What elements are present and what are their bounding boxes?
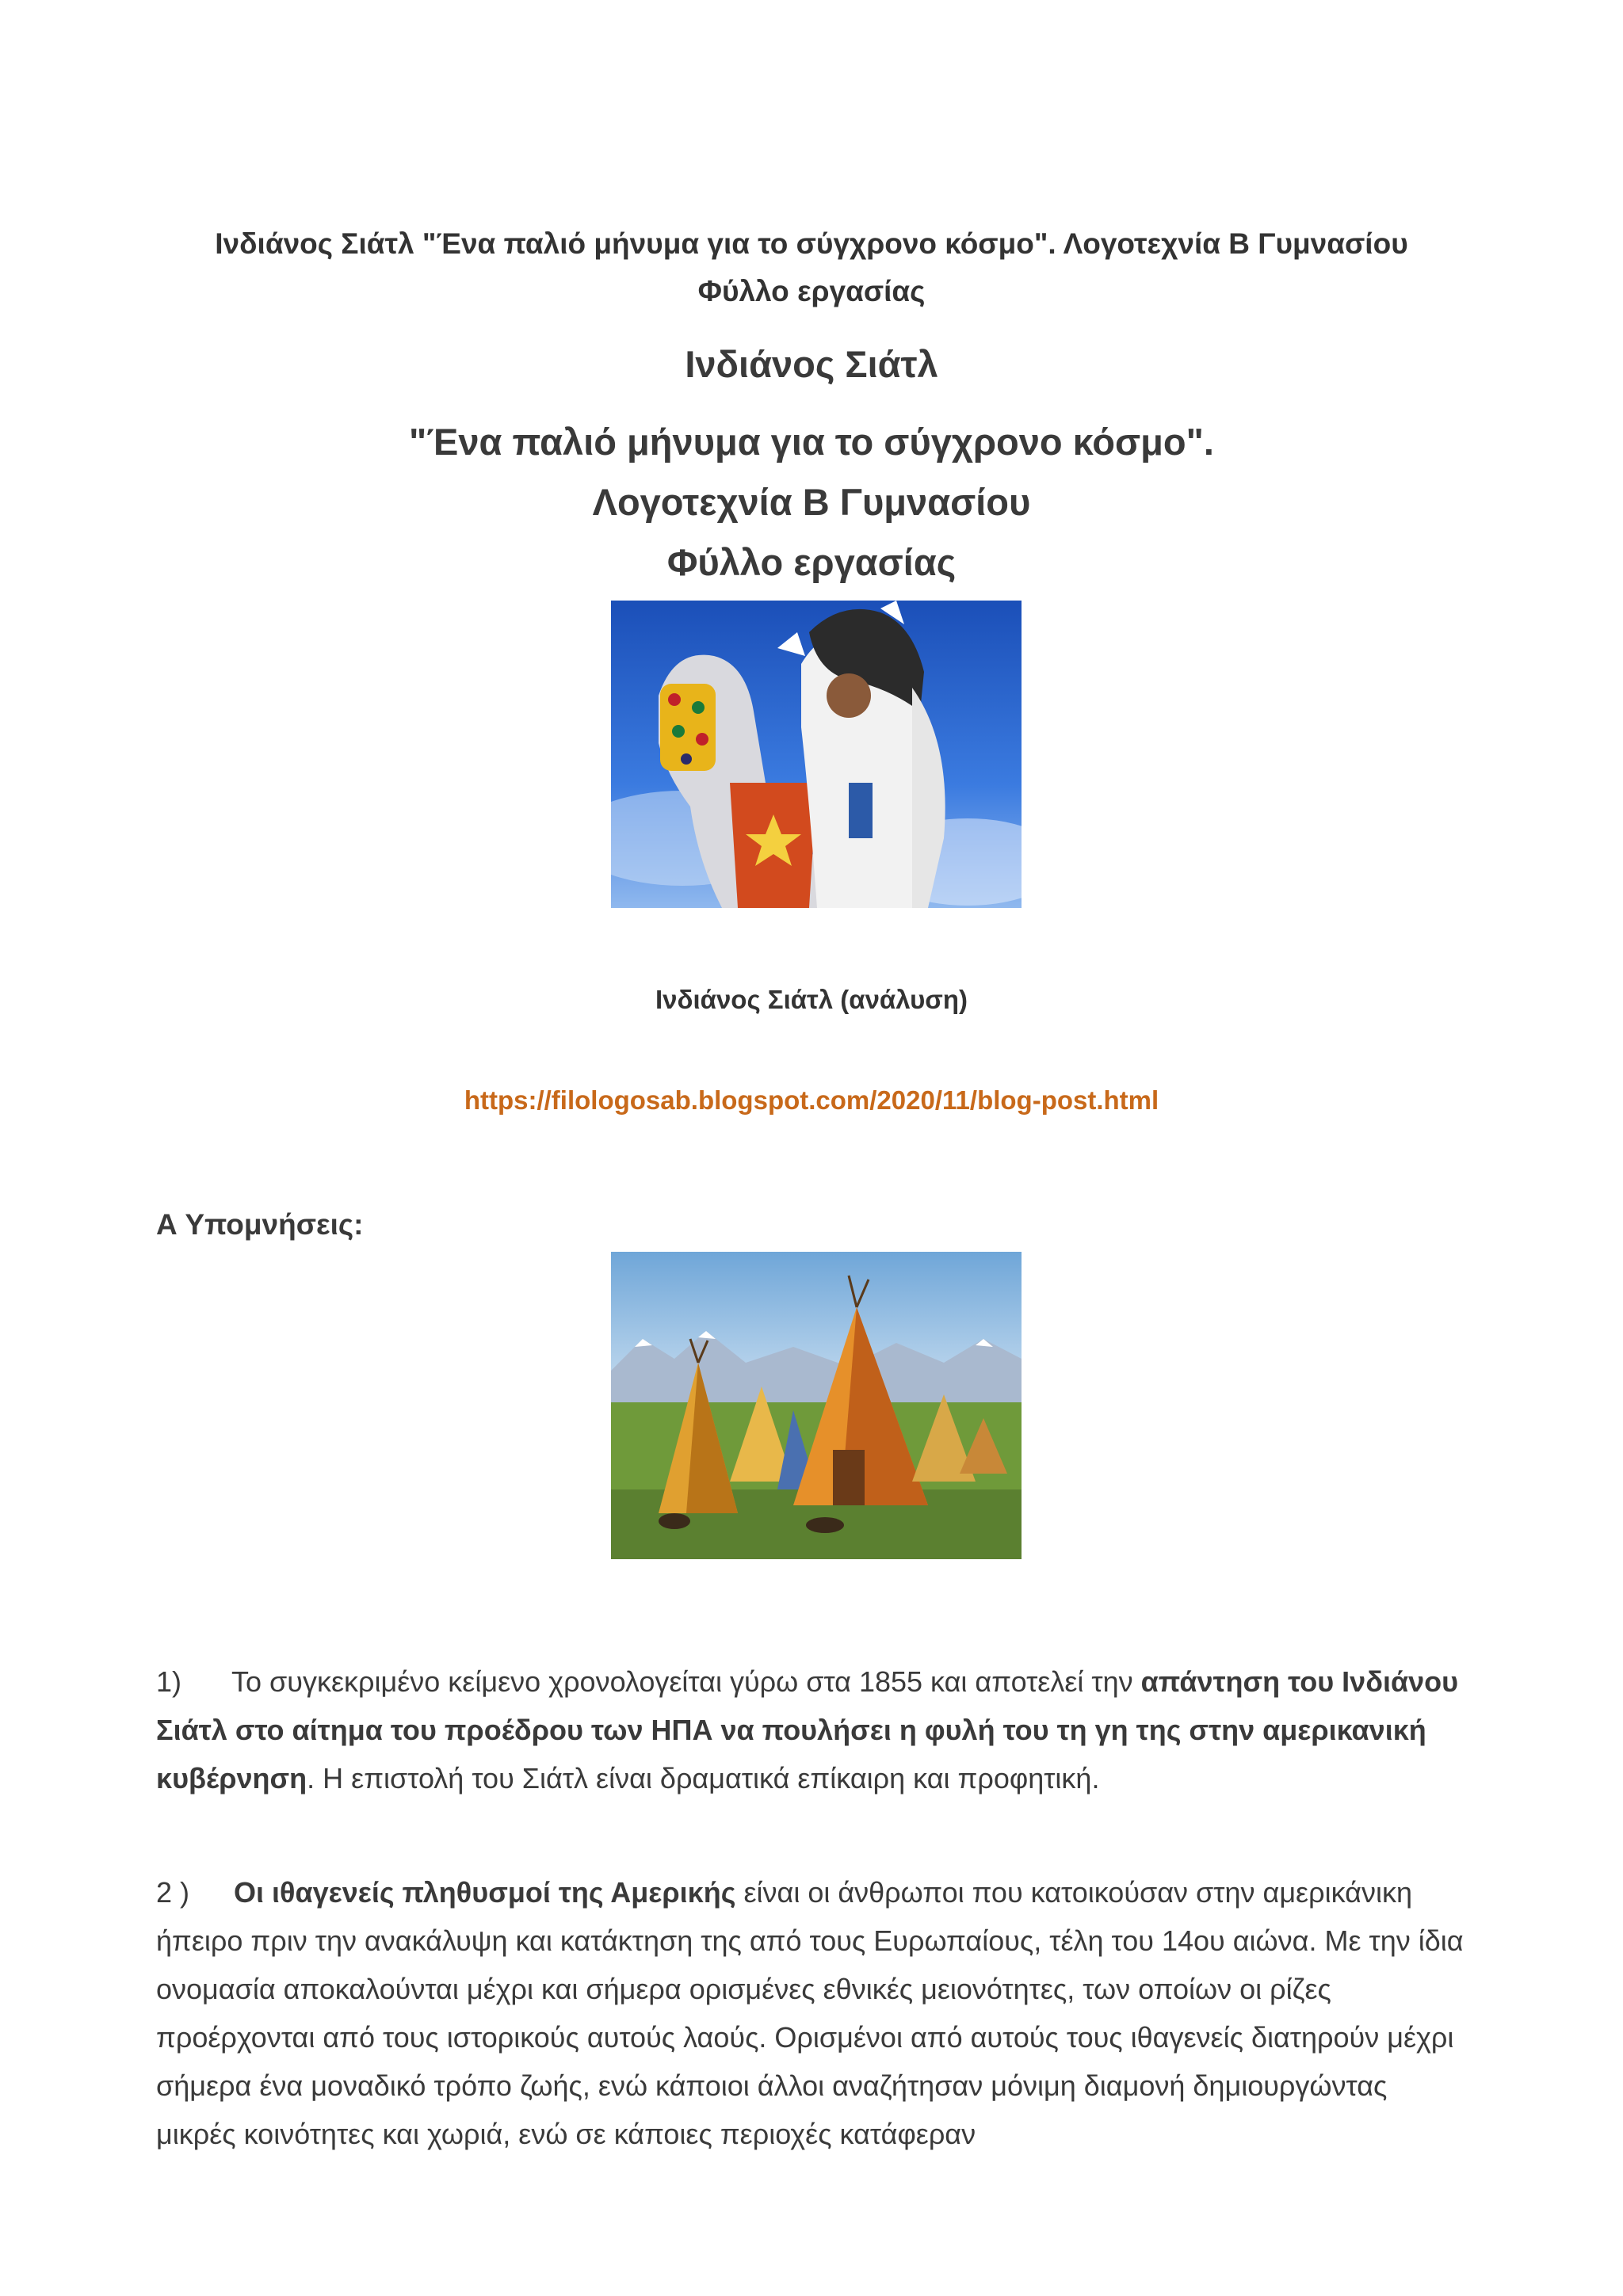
paragraph-1-text-1: Το συγκεκριμένο κείμενο χρονολογείται γύρω στα 1855 και αποτελεί την [231, 1665, 1141, 1698]
chief-on-horse-image [611, 601, 1022, 908]
paragraph-2-text: είναι οι άνθρωποι που κατοικούσαν στην αμερικάνικη ήπειρο πριν την ανακάλυψη και κατάκτηση της από τους Ευρωπαίους, τέλη του 14ου αιώνα. Με την ίδια ονομασία αποκαλούνται μέχρι και σήμερα ορισμένες εθνικές μειονότητες, των οποίων οι ρίζες προέρχονται από τους ιστορικούς αυτούς λαούς. Ορισμένοι από αυτούς τους ιθαγενείς διατηρούν μέχρι σήμερα ένα μοναδικό τρόπο ζωής, ενώ κάποιοι άλλοι αναζήτησαν μόνιμη διαμονή δημιουργώντας μικρές κοινότητες και χωριά, ενώ σε κάποιες περιοχές κατάφεραν [156, 1876, 1464, 2150]
paragraph-1-number: 1) [156, 1665, 182, 1698]
header-line-1: Ινδιάνος Σιάτλ "Ένα παλιό μήνυμα για το σύγχρονο κόσμο". Λογοτεχνία Β Γυμνασίου [215, 227, 1408, 260]
image-caption: Ινδιάνος Σιάτλ (ανάλυση) [655, 985, 968, 1014]
paragraph-1 [156, 1657, 1472, 1802]
header-line-2: Φύλλο εργασίας [697, 275, 926, 307]
paragraph-1-bold: απάντηση του Ινδιάνου Σιάτλ στο αίτημα του προέδρου των ΗΠΑ να πουλήσει η φυλή του τη γη της στην αμερικανική κυβέρνηση [156, 1665, 1459, 1794]
paragraph-2-bold: Οι ιθαγενείς πληθυσμοί της Αμερικής [234, 1876, 736, 1909]
title-name: Ινδιάνος Σιάτλ [685, 343, 938, 385]
title-course: Λογοτεχνία Β Γυμνασίου [592, 481, 1031, 523]
paragraph-2-number: 2 ) [156, 1876, 190, 1909]
title-worksheet: Φύλλο εργασίας [666, 541, 957, 583]
paragraph-2 [156, 1868, 1472, 2158]
blog-link[interactable]: https://filologosab.blogspot.com/2020/11/blog-post.html [464, 1085, 1159, 1115]
paragraph-1-text-2: . Η επιστολή του Σιάτλ είναι δραματικά επίκαιρη και προφητική. [307, 1762, 1100, 1794]
tipi-camp-image [611, 1252, 1022, 1559]
section-heading: Α Υπομνήσεις: [156, 1208, 364, 1241]
title-subtitle: "Ένα παλιό μήνυμα για το σύγχρονο κόσμο". [409, 421, 1214, 463]
